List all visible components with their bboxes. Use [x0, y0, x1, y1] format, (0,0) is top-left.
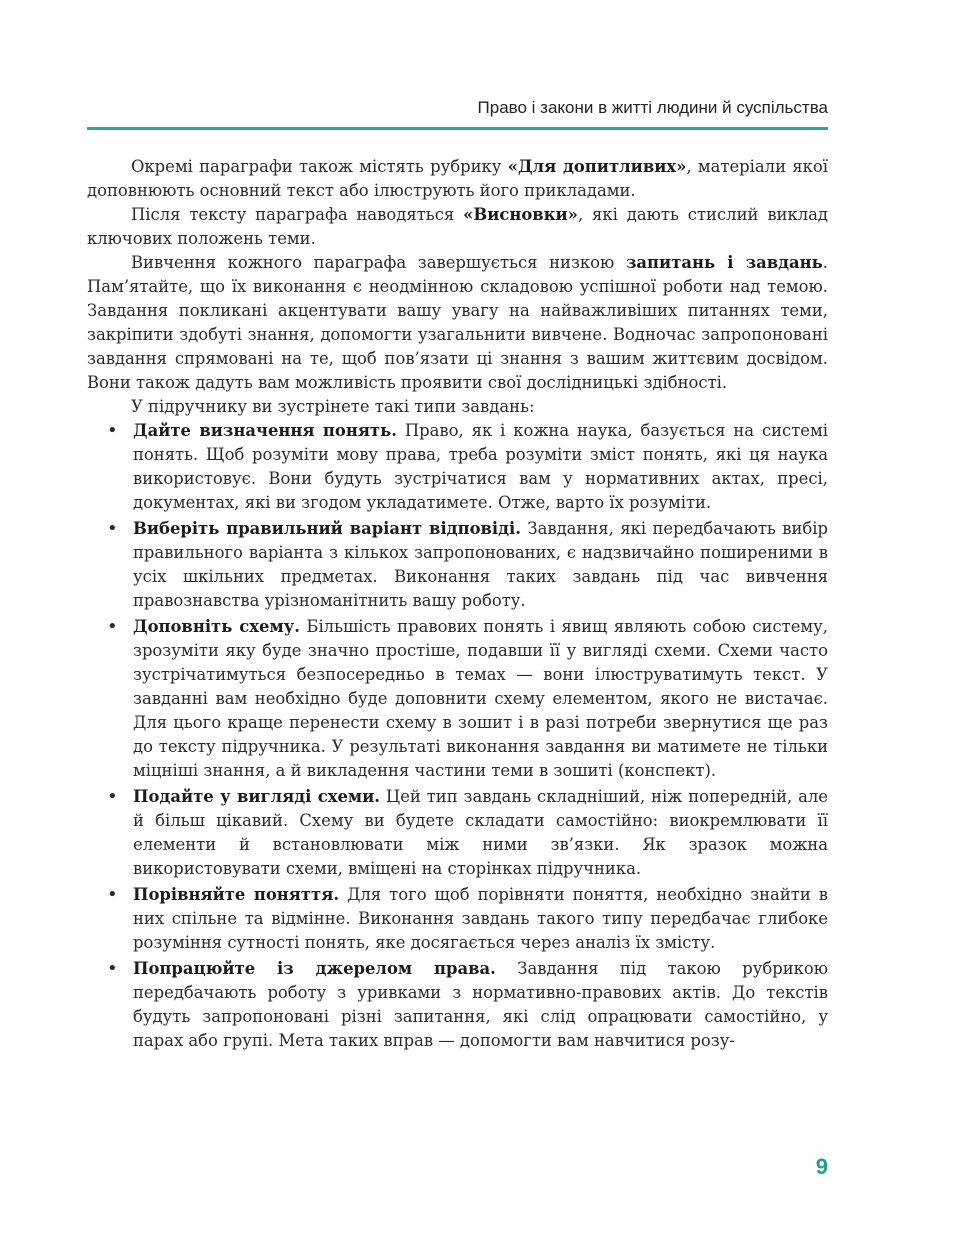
- list-item: [87, 615, 828, 783]
- paragraph-conclusions: [87, 203, 828, 251]
- header-rule: [87, 127, 828, 130]
- task-type-title: Подайте у вигляді схеми.: [133, 787, 381, 806]
- bullet-icon: •: [107, 958, 118, 979]
- task-type-text: Для того щоб порівняти поняття, необхідно знайти в них спільне та відмінне. Виконання завдань такого типу передбачає глибоке розуміння сутності понять, яке досягається через аналіз їх змісту.: [133, 885, 829, 952]
- task-type-text: Право, як і кожна наука, базується на системі понять. Щоб розуміти мову права, треба розуміти зміст понять, які ця наука використовує. Вони будуть зустрічатися вам у нормативних актах, пресі, документах, які ви згодом укладатимете. Отже, варто їх розуміти.: [133, 421, 828, 512]
- rubric-name: запитань і завдань: [625, 253, 823, 272]
- paragraph-text: Вивчення кожного параграфа завершується низкою: [131, 253, 626, 272]
- paragraph-text: Окремі параграфи також містять рубрику: [131, 157, 508, 176]
- paragraph-questions: [87, 251, 828, 395]
- task-type-title: Доповніть схему.: [133, 617, 300, 636]
- task-type-title: Порівняйте поняття.: [133, 885, 340, 904]
- task-type-text: Завдання під такою рубрикою передбачають роботу з уривками з нормативно-правових актів. До текстів будуть запропоновані різні запитання, які слід опрацювати самостійно, у парах або групі. Мета таких вправ — допомогти вам навчитися розу-: [133, 959, 828, 1050]
- task-type-title: Дайте визначення понять.: [133, 421, 397, 440]
- list-item: [87, 517, 828, 613]
- list-item: [87, 419, 828, 515]
- task-type-title: Виберіть правильний варіант відповіді.: [133, 519, 521, 538]
- bullet-icon: •: [107, 518, 118, 539]
- list-item: [87, 883, 828, 955]
- paragraph-text: , матеріали якої доповнюють основний текст або ілюструють його прикладами.: [87, 157, 828, 200]
- task-type-text: Завдання, які передбачають вибір правильного варіанта з кількох запропонованих, є надзвичайно поширеними в усіх шкільних предметах. Виконання таких завдань під час вивчення правознавства урізноманітнить вашу роботу.: [133, 519, 828, 610]
- paragraph-text: , які дають стислий виклад ключових положень теми.: [87, 205, 828, 248]
- running-header: Право і закони в житті людини й суспільства: [477, 98, 828, 117]
- paragraph-text: Після тексту параграфа наводяться: [131, 205, 464, 224]
- page-content: [87, 155, 828, 1053]
- bullet-icon: •: [107, 884, 118, 905]
- page-number: 9: [815, 1154, 828, 1179]
- rubric-name: «Висновки»: [463, 205, 578, 224]
- task-type-text: Цей тип завдань складніший, ніж попередній, але й більш цікавий. Схему ви будете складати самостійно: виокремлювати її елементи й встановлювати між ними зв’язки. Як зразок можна використовувати схеми, вміщені на сторінках підручника.: [133, 787, 828, 878]
- bullet-icon: •: [107, 616, 118, 637]
- bullet-icon: •: [107, 420, 118, 441]
- list-intro: У підручнику ви зустрінете такі типи завдань:: [131, 397, 535, 416]
- list-item: [87, 957, 828, 1053]
- task-type-list: [87, 419, 828, 1053]
- paragraph-further-reading: [87, 155, 828, 203]
- paragraph-text: . Пам’ятайте, що їх виконання є неодмінною складовою успішної роботи над темою. Завдання покликані акцентувати вашу увагу на найважливіших питаннях теми, закріпити здобуті знання, допомогти узагальнити вивчене. Водночас запропоновані завдання спрямовані на те, щоб пов’язати ці знання з вашим життєвим досвідом. Вони також дадуть вам можливість проявити свої дослідницькі здібності.: [87, 253, 828, 392]
- task-type-text: Більшість правових понять і явищ являють собою систему, зрозуміти яку буде значно простіше, подавши її у вигляді схеми. Схеми часто зустрічатимуться безпосередньо в темах — вони ілюструватимуть текст. У завданні вам необхідно буде доповнити схему елементом, якого не вистачає. Для цього краще перенести схему в зошит і в разі потреби звернутися ще раз до тексту підручника. У результаті виконання завдання ви матимете не тільки міцніші знання, а й викладення частини теми в зошиті (конспект).: [133, 617, 828, 780]
- task-type-title: Попрацюйте із джерелом права.: [133, 959, 496, 978]
- rubric-name: «Для допитливих»: [507, 157, 687, 176]
- bullet-icon: •: [107, 786, 118, 807]
- list-item: [87, 785, 828, 881]
